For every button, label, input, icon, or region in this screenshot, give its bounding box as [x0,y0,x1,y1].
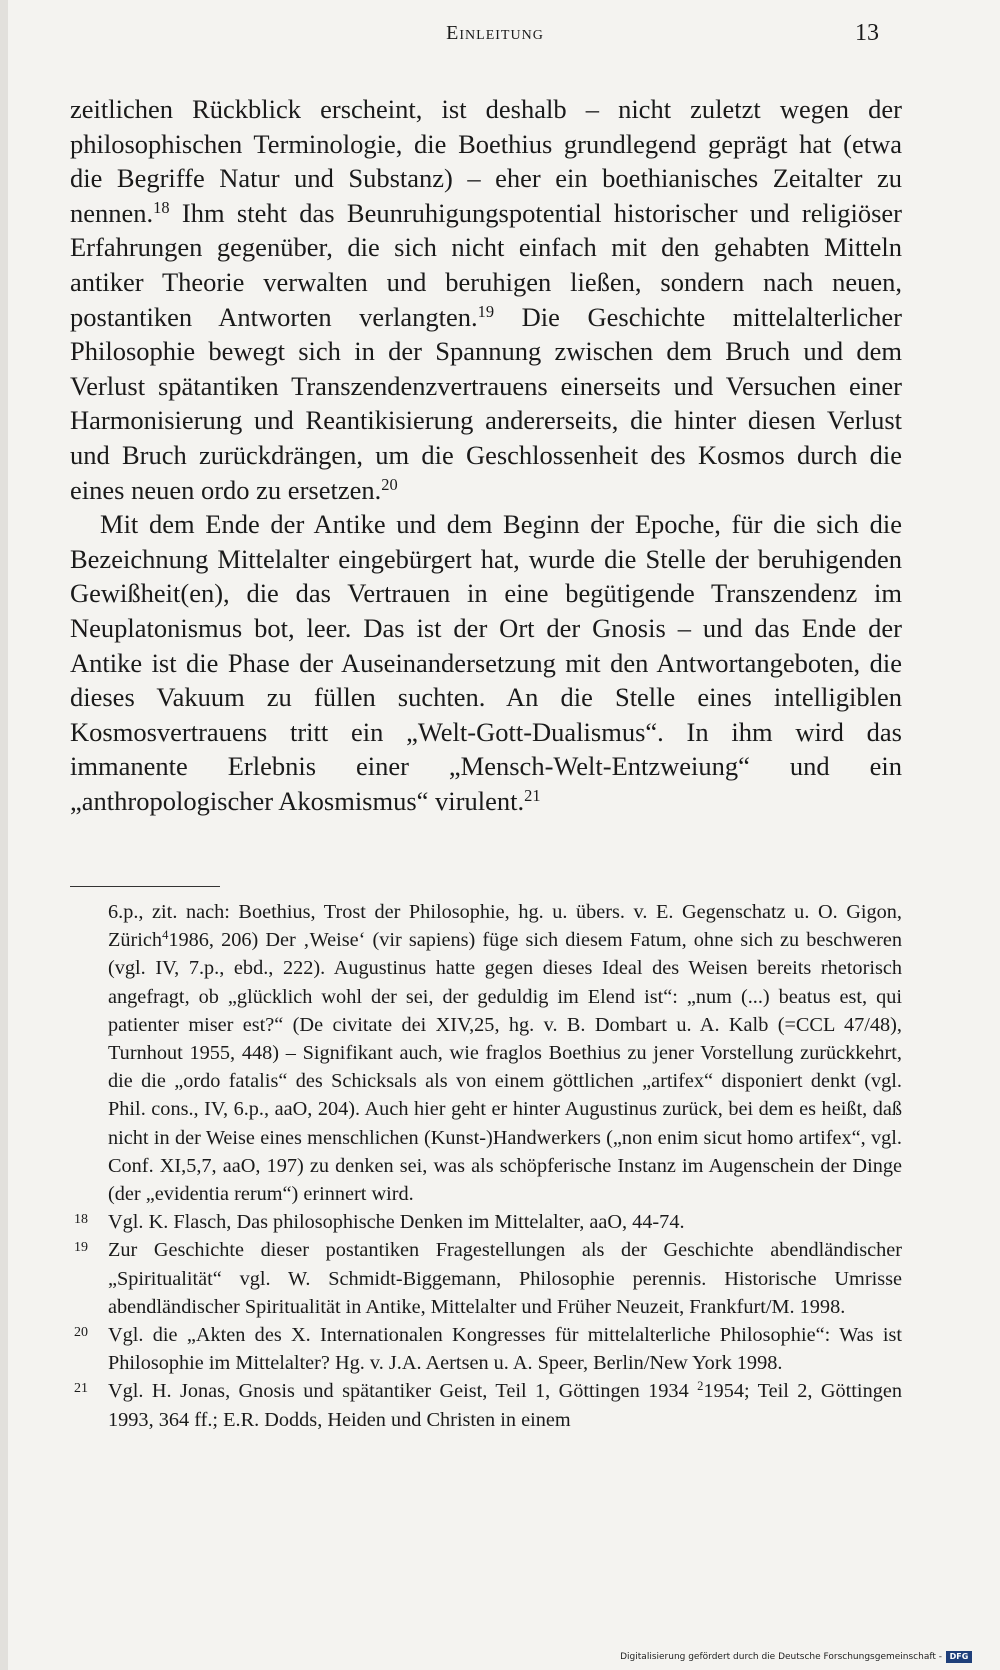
footnote-18 [70,1208,902,1236]
running-header-title: Einleitung [446,22,544,44]
footnote-number: 20 [74,1325,88,1341]
page-gutter [0,0,8,1670]
footnote-continuation [70,898,902,1208]
paragraph-2-text: Mit dem Ende der Antike und dem Beginn der Epoche, für die sich die Bezeichnung Mittelalter eingebürgert hat, wurde die Stelle der beruhigenden Gewißheit(en), die das Vertrauen in eine begütigende Transzendenz im Neuplatonismus bot, leer. Das ist der Ort der Gnosis – und das Ende der Antike ist die Phase der Auseinandersetzung mit den Antwortangeboten, die dieses Vakuum zu füllen suchten. An die Stelle eines intelligiblen Kosmosvertrauens tritt ein „Welt-Gott-Dualismus“. In ihm wird das immanente Erlebnis einer „Mensch-Welt-Entzweiung“ und ein „anthropologischer Akosmismus“ virulent. [70,509,902,816]
paragraph-1-text-c: Die Geschichte mittelalterlicher Philosophie bewegt sich in der Spannung zwischen dem Bruch und dem Verlust spätantiken Transzendenzvertrauens einerseits und Versuchen einer Harmonisierung und Reantikisierung andererseits, die hinter diesen Verlust und Bruch zurückdrängen, um die Geschlossenheit des Kosmos durch die eines neuen ordo zu ersetzen. [70,301,902,505]
footnote-separator [70,886,220,887]
footnote-text-a: Vgl. H. Jonas, Gnosis und spätantiker Geist, Teil 1, Göttingen 1934 [108,1380,698,1403]
main-text [70,92,902,818]
digitization-credit: Digitalisierung gefördert durch die Deutsche Forschungsgemeinschaft - [620,1652,942,1662]
edition-superscript: 2 [697,1379,704,1394]
footnote-text: Zur Geschichte dieser postantiken Fragestellungen als der Geschichte abendländischer „Spiritualität“ vgl. W. Schmidt-Biggemann, Philosophie perennis. Historische Umrisse abendländischer Spiritualität in Antike, Mittelalter und Früher Neuzeit, Frankfurt/M. 1998. [108,1239,902,1318]
footnote-continuation-text-b: 1986, 206) Der ‚Weise‘ (vir sapiens) füge sich diesem Fatum, ohne sich zu beschweren (vgl. IV, 7.p., ebd., 222). Augustinus hatte gegen dieses Ideal des Weisen bereits rhetorisch angefragt, ob „glücklich wohl der sei, der geduldig im Elend ist“: „num (...) beatus est, qui patienter miser est?“ (De civitate dei XIV,25, hg. v. B. Dombart u. A. Kalb (=CCL 47/48), Turnhout 1955, 448) – Signifikant auch, wie fraglos Boethius zu jener Vorstellung zurückkehrt, die die „ordo fatalis“ des Schicksals als von einem göttlichen „artifex“ disponiert denkt (vgl. Phil. cons., IV, 6.p., aaO, 204). Auch hier geht er hinter Augustinus zurück, bei dem es heißt, daß nicht in der Weise eines menschlichen (Kunst-)Handwerkers („non enim sicut homo artifex“, vgl. Conf. XI,5,7, aaO, 197) zu denken sei, was als schöpferische Instanz im Augenschein der Dinge (der „evidentia rerum“) erinnert wird. [108,929,902,1206]
footnote-number: 18 [74,1212,88,1228]
footnote-20 [70,1321,902,1377]
footnotes [70,898,902,1434]
footnote-text-b: 1954; Teil 2, Göttingen 1993, 364 ff.; E.R. Dodds, Heiden und Christen in einem [108,1380,902,1431]
footnote-ref-19[interactable]: 19 [477,301,495,321]
footnote-ref-21[interactable]: 21 [524,785,541,805]
footnote-number: 21 [74,1381,88,1397]
footnote-text: Vgl. K. Flasch, Das philosophische Denken im Mittelalter, aaO, 44-74. [108,1211,685,1234]
edition-superscript: 4 [162,928,169,943]
paragraph-1 [70,92,902,507]
footnote-ref-18[interactable]: 18 [153,197,170,217]
footnote-ref-20[interactable]: 20 [381,474,398,494]
paragraph-1-text-b: Ihm steht das Beunruhigungspotential historischer und religiöser Erfahrungen gegenüber, die sich nicht einfach mit den gehabten Mitteln antiker Theorie verwalten und beruhigen ließen, sondern nach neuen, postantiken Antworten verlangten. [70,197,902,332]
page-number: 13 [855,20,879,46]
paragraph-2 [70,507,902,818]
footnote-number: 19 [74,1240,88,1256]
footnote-continuation-text-a: 6.p., zit. nach: Boethius, Trost der Philosophie, hg. u. übers. v. E. Gegenschatz u. O. Gigon, Zürich [108,901,902,952]
footnote-text: Vgl. die „Akten des X. Internationalen Kongresses für mittelalterliche Philosophie“: Was ist Philosophie im Mittelalter? Hg. v. J.A. Aertsen u. A. Speer, Berlin/New York 1998. [108,1324,902,1375]
footnote-21 [70,1377,902,1433]
paragraph-1-text-a: zeitlichen Rückblick erscheint, ist deshalb – nicht zuletzt wegen der philosophischen Terminologie, die Boethius grundlegend geprägt hat (etwa die Begriffe Natur und Substanz) – eher ein boethianisches Zeitalter zu nennen. [70,94,902,228]
dfg-logo: DFG [946,1651,972,1663]
footnote-19 [70,1236,902,1321]
